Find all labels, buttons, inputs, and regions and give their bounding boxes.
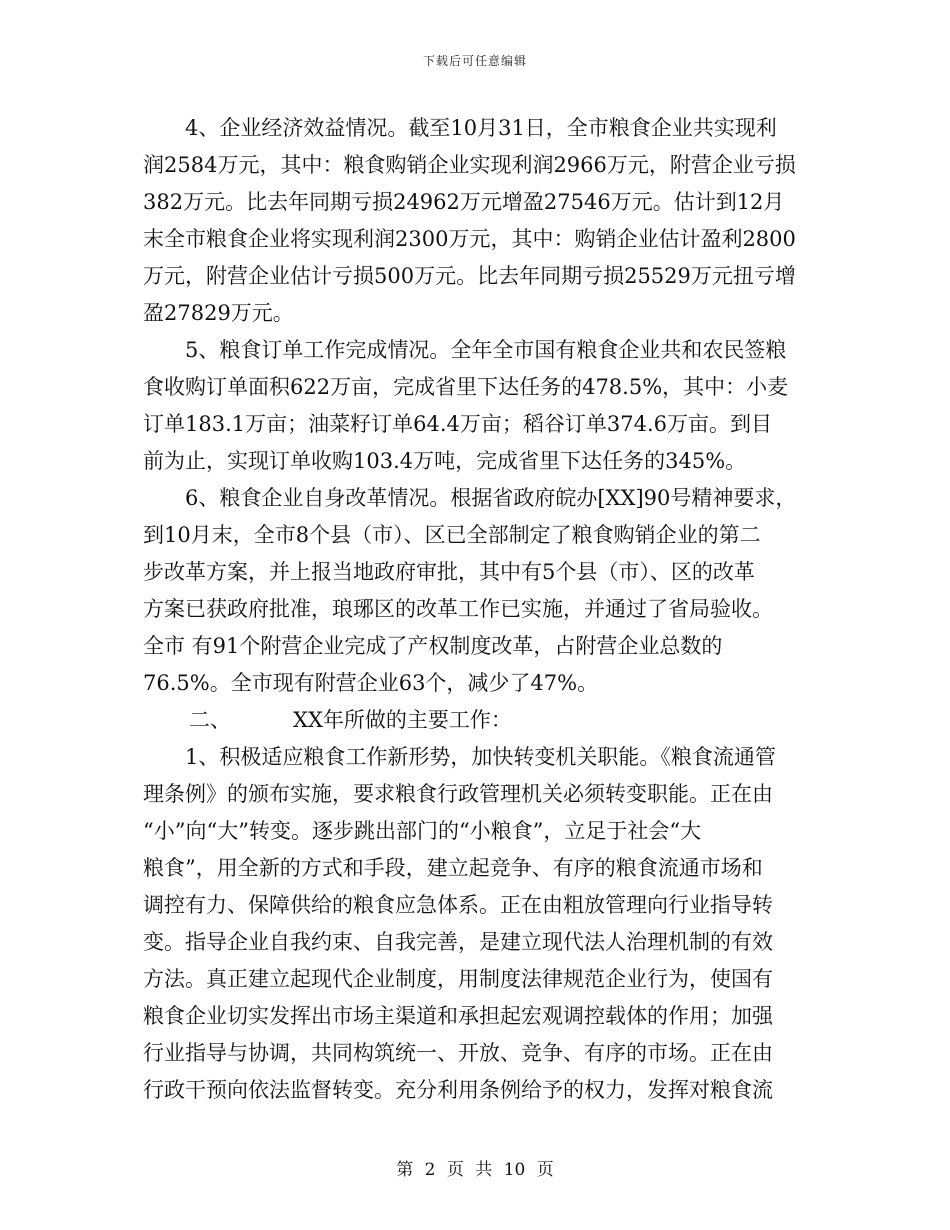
paragraph-line: 粮食”，用全新的方式和手段，建立起竞争、有序的粮食流通市场和	[143, 856, 763, 880]
paragraph-line: 步改革方案，并上报当地政府审批，其中有5个县（市）、区的改革	[143, 560, 755, 584]
paragraph-line: 全市 有91个附营企业完成了产权制度改革，占附营企业总数的	[143, 634, 723, 658]
paragraph-line: 粮食企业切实发挥出市场主渠道和承担起宏观调控载体的作用；加强	[143, 1004, 773, 1028]
paragraph-line: 到10月末，全市8个县（市）、区已全部制定了粮食购销企业的第二	[143, 523, 761, 547]
paragraph-line: 6、粮食企业自身改革情况。根据省政府皖办[XX]90号精神要求，	[185, 486, 797, 510]
paragraph-line: 4、企业经济效益情况。截至10月31日，全市粮食企业共实现利	[185, 116, 777, 140]
section-number: 二、	[189, 708, 231, 732]
paragraph-line: 前为止，实现订单收购103.4万吨，完成省里下达任务的345%。	[143, 449, 747, 473]
paragraph-line: 方案已获政府批准，琅琊区的改革工作已实施，并通过了省局验收。	[143, 597, 773, 621]
paragraph-line: 万元，附营企业估计亏损500万元。比去年同期亏损25529万元扭亏增	[143, 264, 796, 288]
section-title: XX年所做的主要工作：	[293, 708, 512, 732]
paragraph-line: “小”向“大”转变。逐步跳出部门的“小粮食”，立足于社会“大	[143, 819, 702, 843]
paragraph-line: 末全市粮食企业将实现利润2300万元，其中：购销企业估计盈利2800	[143, 227, 796, 251]
page-header: 下载后可任意编辑	[422, 54, 527, 68]
paragraph-line: 行业指导与协调，共同构筑统一、开放、竞争、有序的市场。正在由	[143, 1041, 773, 1065]
paragraph-line: 方法。真正建立起现代企业制度，用制度法律规范企业行为，使国有	[143, 967, 773, 991]
paragraph-line: 行政干预向依法监督转变。充分利用条例给予的权力，发挥对粮食流	[143, 1078, 773, 1102]
paragraph-line: 76.5%。全市现有附营企业63个，减少了47%。	[143, 671, 599, 695]
paragraph-line: 5、粮食订单工作完成情况。全年全市国有粮食企业共和农民签粮	[185, 338, 787, 362]
paragraph-line: 382万元。比去年同期亏损24962万元增盈27546万元。估计到12月	[143, 190, 785, 214]
page-footer: 第 2 页 共 10 页	[396, 1160, 554, 1180]
paragraph-line: 理条例》的颁布实施，要求粮食行政管理机关必须转变职能。正在由	[143, 782, 773, 806]
section-heading	[143, 702, 815, 739]
paragraph-line: 变。指导企业自我约束、自我完善，是建立现代法人治理机制的有效	[143, 930, 773, 954]
paragraph-line: 调控有力、保障供给的粮食应急体系。正在由粗放管理向行业指导转	[143, 893, 773, 917]
document-body	[143, 110, 815, 1109]
paragraph-line: 盈27829万元。	[143, 301, 294, 325]
paragraph-line: 1、积极适应粮食工作新形势，加快转变机关职能。《粮食流通管	[185, 745, 776, 769]
paragraph-line: 订单183.1万亩；油菜籽订单64.4万亩；稻谷订单374.6万亩。到目	[143, 412, 772, 436]
paragraph-line: 食收购订单面积622万亩，完成省里下达任务的478.5%，其中：小麦	[143, 375, 789, 399]
paragraph-line: 润2584万元，其中：粮食购销企业实现利润2966万元，附营企业亏损	[143, 153, 796, 177]
